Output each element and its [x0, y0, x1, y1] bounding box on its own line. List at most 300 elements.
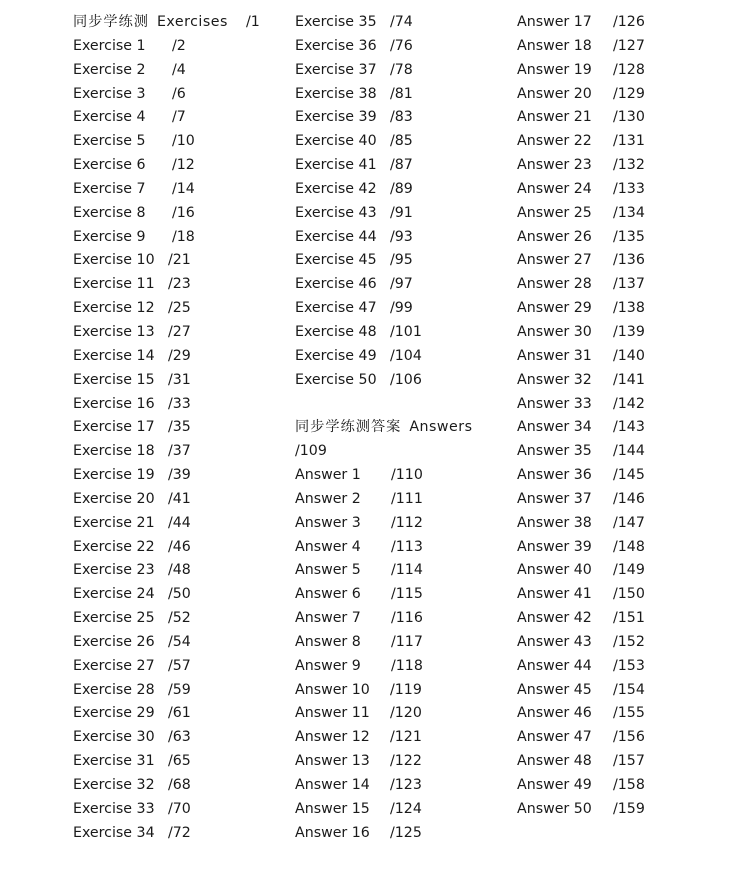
toc-entry [517, 726, 722, 750]
toc-entry-link[interactable] [73, 536, 278, 560]
entry-label: Exercise 41 [295, 157, 377, 174]
page-number: /137 [613, 276, 645, 293]
page-number: /89 [390, 180, 413, 197]
entry-label: Exercise 22 [73, 538, 155, 555]
toc-entry [73, 273, 278, 297]
page-number: /117 [391, 633, 423, 650]
toc-entry [517, 464, 722, 488]
page-number: /39 [168, 467, 191, 484]
toc-entry-link[interactable] [73, 726, 278, 750]
toc-entry-link[interactable] [517, 154, 722, 178]
toc-entry [295, 83, 500, 107]
entry-label: Answer 2 [295, 490, 361, 507]
toc-entry-link[interactable] [517, 35, 722, 59]
toc-entry-link[interactable] [73, 631, 278, 655]
toc-entry-link[interactable] [295, 35, 500, 59]
toc-entry-link[interactable] [295, 130, 500, 154]
entry-label: Exercise 4 [73, 109, 146, 126]
toc-entry-link[interactable] [295, 464, 500, 488]
entry-label: Exercise 25 [73, 610, 155, 627]
entry-label: Exercise 33 [73, 800, 155, 817]
toc-entry [517, 416, 722, 440]
toc-entry-link[interactable] [295, 249, 500, 273]
toc-entry [73, 59, 278, 83]
toc-entry [295, 798, 500, 822]
toc-entry [295, 726, 500, 750]
entry-label: Answer 9 [295, 657, 361, 674]
toc-entry [295, 464, 500, 488]
toc-entry-link[interactable] [517, 440, 722, 464]
toc-entry [73, 393, 278, 417]
page-number: /109 [295, 443, 327, 460]
entry-label: Exercise 10 [73, 252, 155, 269]
toc-entry-link[interactable] [517, 702, 722, 726]
entry-label: Exercise 13 [73, 323, 155, 340]
toc-entry [73, 321, 278, 345]
entry-label: Exercise 47 [295, 300, 377, 317]
toc-entry-link[interactable] [517, 130, 722, 154]
page-number: /146 [613, 490, 645, 507]
page-number: /135 [613, 228, 645, 245]
page-number: /72 [168, 824, 191, 841]
entry-label: Exercise 19 [73, 467, 155, 484]
page-number: /95 [390, 252, 413, 269]
page-number: /150 [613, 586, 645, 603]
entry-label: Exercise 44 [295, 228, 377, 245]
section-title-english: Answers [409, 419, 473, 436]
section-title-chinese: 同步学练测答案 [295, 419, 402, 436]
toc-entry-link[interactable] [517, 83, 722, 107]
page-number: /93 [390, 228, 413, 245]
toc-entry [295, 369, 500, 393]
toc-entry-link[interactable] [295, 655, 500, 679]
entry-label: Answer 50 [517, 800, 592, 817]
toc-entry [295, 631, 500, 655]
entry-label: Exercise 43 [295, 204, 377, 221]
toc-entry-link[interactable] [295, 702, 500, 726]
page-number: /81 [390, 85, 413, 102]
page-number: /133 [613, 180, 645, 197]
entry-label: Exercise 15 [73, 371, 155, 388]
toc-entry-link[interactable] [295, 512, 500, 536]
toc-entry-link[interactable] [295, 345, 500, 369]
toc-entry-link[interactable] [517, 774, 722, 798]
toc-entry [295, 226, 500, 250]
toc-column-2 [295, 11, 500, 846]
page-number: /10 [172, 133, 195, 150]
entry-label: Answer 39 [517, 538, 592, 555]
entry-label: Exercise 17 [73, 419, 155, 436]
entry-label: Answer 12 [295, 729, 370, 746]
entry-label: Exercise 20 [73, 490, 155, 507]
toc-entry [73, 726, 278, 750]
toc-entry [295, 297, 500, 321]
page-number: /4 [172, 61, 186, 78]
toc-entry [73, 679, 278, 703]
entry-label: Answer 19 [517, 61, 592, 78]
toc-entry [295, 202, 500, 226]
toc-entry-link[interactable] [517, 464, 722, 488]
toc-entry-link[interactable] [73, 106, 278, 130]
toc-entry [517, 321, 722, 345]
toc-entry-link[interactable] [73, 154, 278, 178]
toc-entry-link[interactable] [73, 750, 278, 774]
toc-page-link[interactable] [295, 440, 500, 464]
toc-entry-link[interactable] [295, 369, 500, 393]
toc-entry [517, 583, 722, 607]
entry-label: Exercise 31 [73, 753, 155, 770]
toc-entry-link[interactable] [73, 822, 278, 846]
toc-entry [73, 822, 278, 846]
page-number: /74 [390, 14, 413, 30]
toc-entry [73, 249, 278, 273]
toc-entry-link[interactable] [295, 583, 500, 607]
toc-entry [517, 750, 722, 774]
toc-entry [295, 512, 500, 536]
toc-entry [517, 130, 722, 154]
entry-label: Exercise 40 [295, 133, 377, 150]
toc-entry-link[interactable] [295, 321, 500, 345]
toc-section-heading [73, 11, 278, 35]
entry-label: Exercise 39 [295, 109, 377, 126]
toc-entry-link[interactable] [517, 393, 722, 417]
toc-entry-link[interactable] [517, 536, 722, 560]
page-number: /138 [613, 300, 645, 317]
toc-heading-link[interactable] [295, 416, 500, 440]
toc-entry [73, 750, 278, 774]
entry-label: Answer 33 [517, 395, 592, 412]
entry-label: Answer 40 [517, 562, 592, 579]
toc-entry-link[interactable] [295, 273, 500, 297]
page-number: /114 [391, 562, 423, 579]
toc-entry-link[interactable] [73, 559, 278, 583]
entry-label: Exercise 37 [295, 61, 377, 78]
page-number: /59 [168, 681, 191, 698]
page-number: /37 [168, 443, 191, 460]
toc-entry-link[interactable] [517, 369, 722, 393]
toc-heading-link[interactable] [73, 11, 278, 35]
entry-label: Answer 43 [517, 633, 592, 650]
page-number: /132 [613, 157, 645, 174]
page-number: /143 [613, 419, 645, 436]
page-number: /18 [172, 228, 195, 245]
toc-entry-link[interactable] [295, 774, 500, 798]
toc-entry-link[interactable] [73, 226, 278, 250]
page-number: /41 [168, 490, 191, 507]
toc-entry-link[interactable] [295, 178, 500, 202]
toc-entry-link[interactable] [295, 202, 500, 226]
toc-entry [295, 583, 500, 607]
page-number: /159 [613, 800, 645, 817]
toc-entry-link[interactable] [517, 655, 722, 679]
toc-entry-link[interactable] [295, 607, 500, 631]
toc-entry-link[interactable] [295, 822, 500, 846]
toc-entry [517, 59, 722, 83]
entry-label: Answer 6 [295, 586, 361, 603]
toc-entry [517, 559, 722, 583]
page-number: /147 [613, 514, 645, 531]
toc-entry [295, 59, 500, 83]
toc-entry-link[interactable] [73, 345, 278, 369]
page-number: /154 [613, 681, 645, 698]
toc-entry-link[interactable] [295, 798, 500, 822]
toc-entry-link[interactable] [517, 345, 722, 369]
toc-entry [73, 345, 278, 369]
toc-entry-link[interactable] [73, 416, 278, 440]
toc-entry [295, 154, 500, 178]
entry-label: Answer 32 [517, 371, 592, 388]
toc-entry-link[interactable] [295, 154, 500, 178]
toc-entry-link[interactable] [517, 607, 722, 631]
page-number: /142 [613, 395, 645, 412]
toc-entry-link[interactable] [73, 512, 278, 536]
toc-entry-link[interactable] [73, 273, 278, 297]
toc-entry [73, 512, 278, 536]
page-number: /54 [168, 633, 191, 650]
toc-entry-link[interactable] [73, 488, 278, 512]
page-number: /158 [613, 777, 645, 793]
toc-entry-link[interactable] [73, 83, 278, 107]
toc-entry-link[interactable] [517, 750, 722, 774]
section-title-chinese: 同步学练测 [73, 14, 149, 30]
page-number: /33 [168, 395, 191, 412]
entry-label: Answer 38 [517, 514, 592, 531]
toc-entry-link[interactable] [517, 488, 722, 512]
entry-label: Exercise 7 [73, 180, 146, 197]
page-number: /76 [390, 37, 413, 54]
entry-label: Answer 34 [517, 419, 592, 436]
entry-label: Answer 49 [517, 777, 592, 793]
page-number: /111 [391, 490, 423, 507]
toc-entry-link[interactable] [517, 631, 722, 655]
toc-entry-link[interactable] [295, 750, 500, 774]
entry-label: Exercise 18 [73, 443, 155, 460]
entry-label: Exercise 50 [295, 371, 377, 388]
toc-entry [73, 369, 278, 393]
page-number: /57 [168, 657, 191, 674]
toc-entry-link[interactable] [517, 59, 722, 83]
toc-entry-link[interactable] [73, 655, 278, 679]
toc-entry-link[interactable] [73, 464, 278, 488]
page-number: /120 [390, 705, 422, 722]
entry-label: Answer 37 [517, 490, 592, 507]
entry-label: Answer 29 [517, 300, 592, 317]
page-number: /153 [613, 657, 645, 674]
entry-label: Exercise 9 [73, 228, 146, 245]
entry-label: Exercise 5 [73, 133, 146, 150]
toc-entry-link[interactable] [517, 11, 722, 35]
toc-entry-link[interactable] [517, 273, 722, 297]
toc-entry-link[interactable] [295, 297, 500, 321]
page-number: /65 [168, 753, 191, 770]
section-title [295, 416, 472, 440]
toc-entry-link[interactable] [73, 297, 278, 321]
toc-entry-link[interactable] [295, 631, 500, 655]
toc-entry [73, 774, 278, 798]
entry-label: Answer 35 [517, 443, 592, 460]
toc-entry [295, 488, 500, 512]
toc-entry-link[interactable] [517, 679, 722, 703]
entry-label: Answer 8 [295, 633, 361, 650]
entry-label: Answer 30 [517, 323, 592, 340]
page-number: /97 [390, 276, 413, 293]
entry-label: Answer 21 [517, 109, 592, 126]
entry-label: Answer 48 [517, 753, 592, 770]
toc-entry-link[interactable] [517, 512, 722, 536]
toc-entry-link[interactable] [295, 106, 500, 130]
toc-entry [73, 440, 278, 464]
toc-entry-link[interactable] [295, 559, 500, 583]
toc-entry-link[interactable] [295, 226, 500, 250]
toc-entry-link[interactable] [73, 607, 278, 631]
entry-label: Exercise 26 [73, 633, 155, 650]
toc-entry-link[interactable] [73, 393, 278, 417]
toc-entry-link[interactable] [517, 416, 722, 440]
toc-entry-link[interactable] [73, 321, 278, 345]
toc-entry-link[interactable] [73, 583, 278, 607]
entry-label: Answer 26 [517, 228, 592, 245]
page-number: /157 [613, 753, 645, 770]
entry-label: Exercise 6 [73, 157, 146, 174]
entry-label: Answer 17 [517, 14, 592, 30]
toc-entry-link[interactable] [73, 59, 278, 83]
toc-entry [73, 488, 278, 512]
toc-entry-link[interactable] [73, 702, 278, 726]
toc-entry [73, 154, 278, 178]
toc-entry-link[interactable] [73, 35, 278, 59]
page-number: /155 [613, 705, 645, 722]
toc-spacer [295, 393, 500, 417]
toc-entry [517, 35, 722, 59]
page-number: /123 [390, 777, 422, 793]
toc-entry [517, 607, 722, 631]
entry-label: Answer 22 [517, 133, 592, 150]
toc-entry [73, 130, 278, 154]
toc-entry [517, 345, 722, 369]
page-number: /113 [391, 538, 423, 555]
toc-entry-link[interactable] [517, 321, 722, 345]
entry-label: Answer 14 [295, 777, 370, 793]
page-number: /149 [613, 562, 645, 579]
toc-entry-link[interactable] [517, 297, 722, 321]
toc-entry-link[interactable] [73, 130, 278, 154]
toc-entry [73, 702, 278, 726]
toc-entry-link[interactable] [517, 726, 722, 750]
entry-label: Exercise 42 [295, 180, 377, 197]
page-number: /46 [168, 538, 191, 555]
entry-label: Answer 28 [517, 276, 592, 293]
toc-entry-link[interactable] [295, 488, 500, 512]
page-number: /126 [613, 14, 645, 30]
toc-entry-link[interactable] [517, 106, 722, 130]
page-number: /2 [172, 37, 186, 54]
toc-entry-link[interactable] [517, 249, 722, 273]
entry-label: Answer 25 [517, 204, 592, 221]
toc-entry-link[interactable] [73, 798, 278, 822]
page-number: /91 [390, 204, 413, 221]
toc-entry-link[interactable] [295, 11, 500, 35]
toc-entry-link[interactable] [73, 679, 278, 703]
entry-label: Exercise 28 [73, 681, 155, 698]
toc-entry-link[interactable] [295, 536, 500, 560]
entry-label: Answer 23 [517, 157, 592, 174]
page-number: /12 [172, 157, 195, 174]
entry-label: Exercise 2 [73, 61, 146, 78]
toc-entry-link[interactable] [517, 178, 722, 202]
toc-entry-link[interactable] [295, 83, 500, 107]
page-number: /85 [390, 133, 413, 150]
page-number: /140 [613, 347, 645, 364]
entry-label: Answer 11 [295, 705, 370, 722]
page-number: /23 [168, 276, 191, 293]
entry-label: Exercise 48 [295, 323, 377, 340]
entry-label: Answer 4 [295, 538, 361, 555]
page-number: /61 [168, 705, 191, 722]
toc-entry-link[interactable] [295, 679, 500, 703]
toc-entry [73, 559, 278, 583]
toc-entry [295, 750, 500, 774]
entry-label: Answer 42 [517, 610, 592, 627]
page-number: /118 [391, 657, 423, 674]
toc-entry [517, 631, 722, 655]
page-number: /68 [168, 777, 191, 793]
page-number: /134 [613, 204, 645, 221]
toc-entry-link[interactable] [73, 774, 278, 798]
toc-entry-link[interactable] [295, 59, 500, 83]
toc-entry [73, 631, 278, 655]
toc-entry-link[interactable] [517, 798, 722, 822]
entry-label: Exercise 16 [73, 395, 155, 412]
toc-entry [295, 559, 500, 583]
toc-entry [295, 702, 500, 726]
toc-entry-link[interactable] [517, 559, 722, 583]
toc-entry [73, 106, 278, 130]
toc-entry-link[interactable] [73, 202, 278, 226]
page-number: /52 [168, 610, 191, 627]
entry-label: Exercise 21 [73, 514, 155, 531]
page-number: /106 [390, 371, 422, 388]
entry-label: Answer 31 [517, 347, 592, 364]
toc-entry [517, 702, 722, 726]
page-number: /48 [168, 562, 191, 579]
toc-entry-link[interactable] [295, 726, 500, 750]
entry-label: Exercise 1 [73, 37, 146, 54]
toc-entry-link[interactable] [73, 178, 278, 202]
toc-entry [73, 583, 278, 607]
toc-entry [295, 178, 500, 202]
entry-label: Answer 13 [295, 753, 370, 770]
page-number: /119 [390, 681, 422, 698]
toc-entry [517, 655, 722, 679]
entry-label: Exercise 27 [73, 657, 155, 674]
toc-entry [73, 178, 278, 202]
page-number: /136 [613, 252, 645, 269]
toc-entry-link[interactable] [517, 226, 722, 250]
entry-label: Exercise 8 [73, 204, 146, 221]
toc-entry [73, 655, 278, 679]
entry-label: Answer 5 [295, 562, 361, 579]
entry-label: Exercise 30 [73, 729, 155, 746]
toc-entry-link[interactable] [73, 440, 278, 464]
toc-entry [517, 297, 722, 321]
toc-entry-link[interactable] [517, 202, 722, 226]
toc-entry-link[interactable] [73, 369, 278, 393]
toc-entry [517, 369, 722, 393]
toc-entry [517, 393, 722, 417]
toc-entry-link[interactable] [517, 583, 722, 607]
entry-label: Exercise 23 [73, 562, 155, 579]
toc-entry-link[interactable] [73, 249, 278, 273]
